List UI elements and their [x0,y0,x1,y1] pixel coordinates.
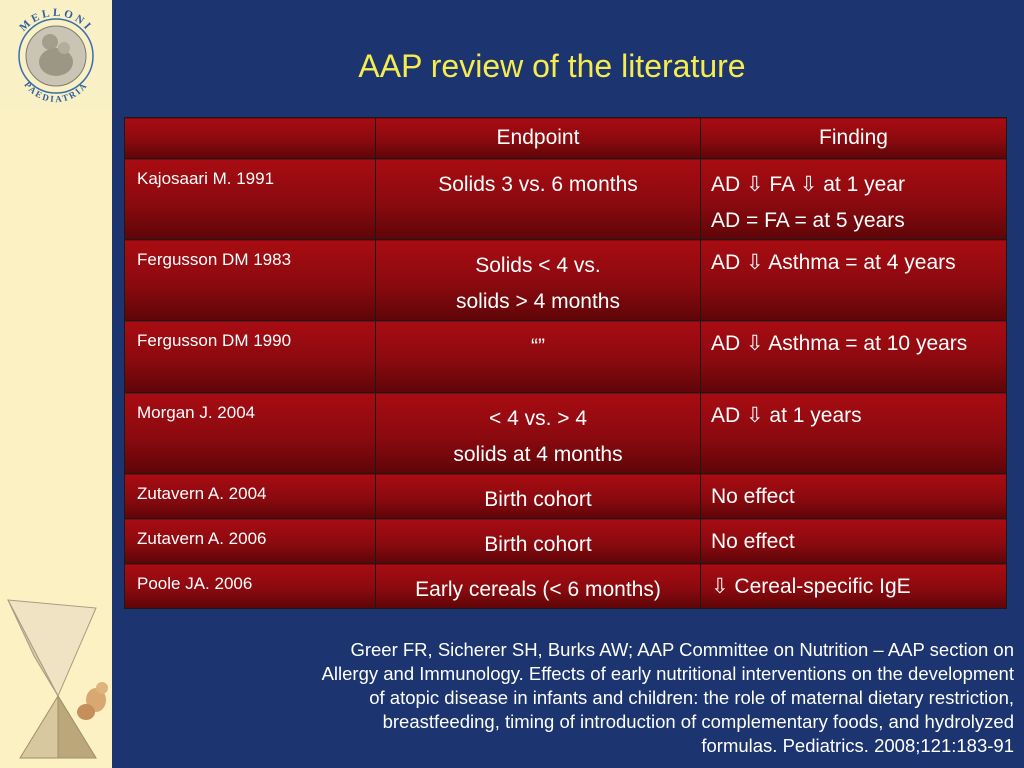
endpoint-cell: Birth cohort [376,519,701,564]
slide-title: AAP review of the literature [358,48,746,84]
table-row [125,321,1007,393]
study-cell: Zutavern A. 2004 [125,474,376,519]
study-cell: Fergusson DM 1983 [125,240,376,321]
endpoint-cell: < 4 vs. > 4 solids at 4 months [376,393,701,474]
endpoint-cell: “” [376,321,701,393]
endpoint-cell: Solids < 4 vs. solids > 4 months [376,240,701,321]
header-cell-endpoint: Endpoint [376,118,701,159]
table-row [125,159,1007,240]
melloni-paediatria-logo [0,0,112,110]
study-cell: Poole JA. 2006 [125,564,376,609]
citation-line: breastfeeding, timing of introduction of complementary foods, and hydrolyzed [382,711,1014,732]
literature-table [124,117,1007,609]
finding-cell: AD ⇩ FA ⇩ at 1 year AD = FA = at 5 years [701,159,1007,240]
citation-line: formulas. Pediatrics. 2008;121:183-91 [701,735,1014,756]
logo-bottom-text: PAEDIATRIA [22,79,90,105]
header-cell-study [125,118,376,159]
finding-cell: AD ⇩ Asthma = at 4 years [701,240,1007,321]
endpoint-cell: Early cereals (< 6 months) [376,564,701,609]
logo-top-text: MELLONI [17,6,95,34]
pyramid-prism-illustration [0,598,112,768]
citation-line: Allergy and Immunology. Effects of early nutritional interventions on the development [321,663,1014,684]
finding-cell: AD ⇩ Asthma = at 10 years [701,321,1007,393]
finding-cell: ⇩ Cereal-specific IgE [701,564,1007,609]
citation-line: of atopic disease in infants and children: the role of maternal dietary restriction, [369,687,1014,708]
study-cell: Kajosaari M. 1991 [125,159,376,240]
endpoint-cell: Birth cohort [376,474,701,519]
study-cell: Zutavern A. 2006 [125,519,376,564]
table-row [125,474,1007,519]
table-row [125,564,1007,609]
study-cell: Morgan J. 2004 [125,393,376,474]
table-header-row [125,118,1007,159]
table-row [125,240,1007,321]
finding-cell: No effect [701,519,1007,564]
finding-cell: AD ⇩ at 1 years [701,393,1007,474]
table-row [125,519,1007,564]
finding-cell: No effect [701,474,1007,519]
citation-line: Greer FR, Sicherer SH, Burks AW; AAP Committee on Nutrition – AAP section on [350,639,1014,660]
header-cell-finding: Finding [701,118,1007,159]
endpoint-cell: Solids 3 vs. 6 months [376,159,701,240]
reference-citation [150,638,1014,758]
study-cell: Fergusson DM 1990 [125,321,376,393]
table-row [125,393,1007,474]
